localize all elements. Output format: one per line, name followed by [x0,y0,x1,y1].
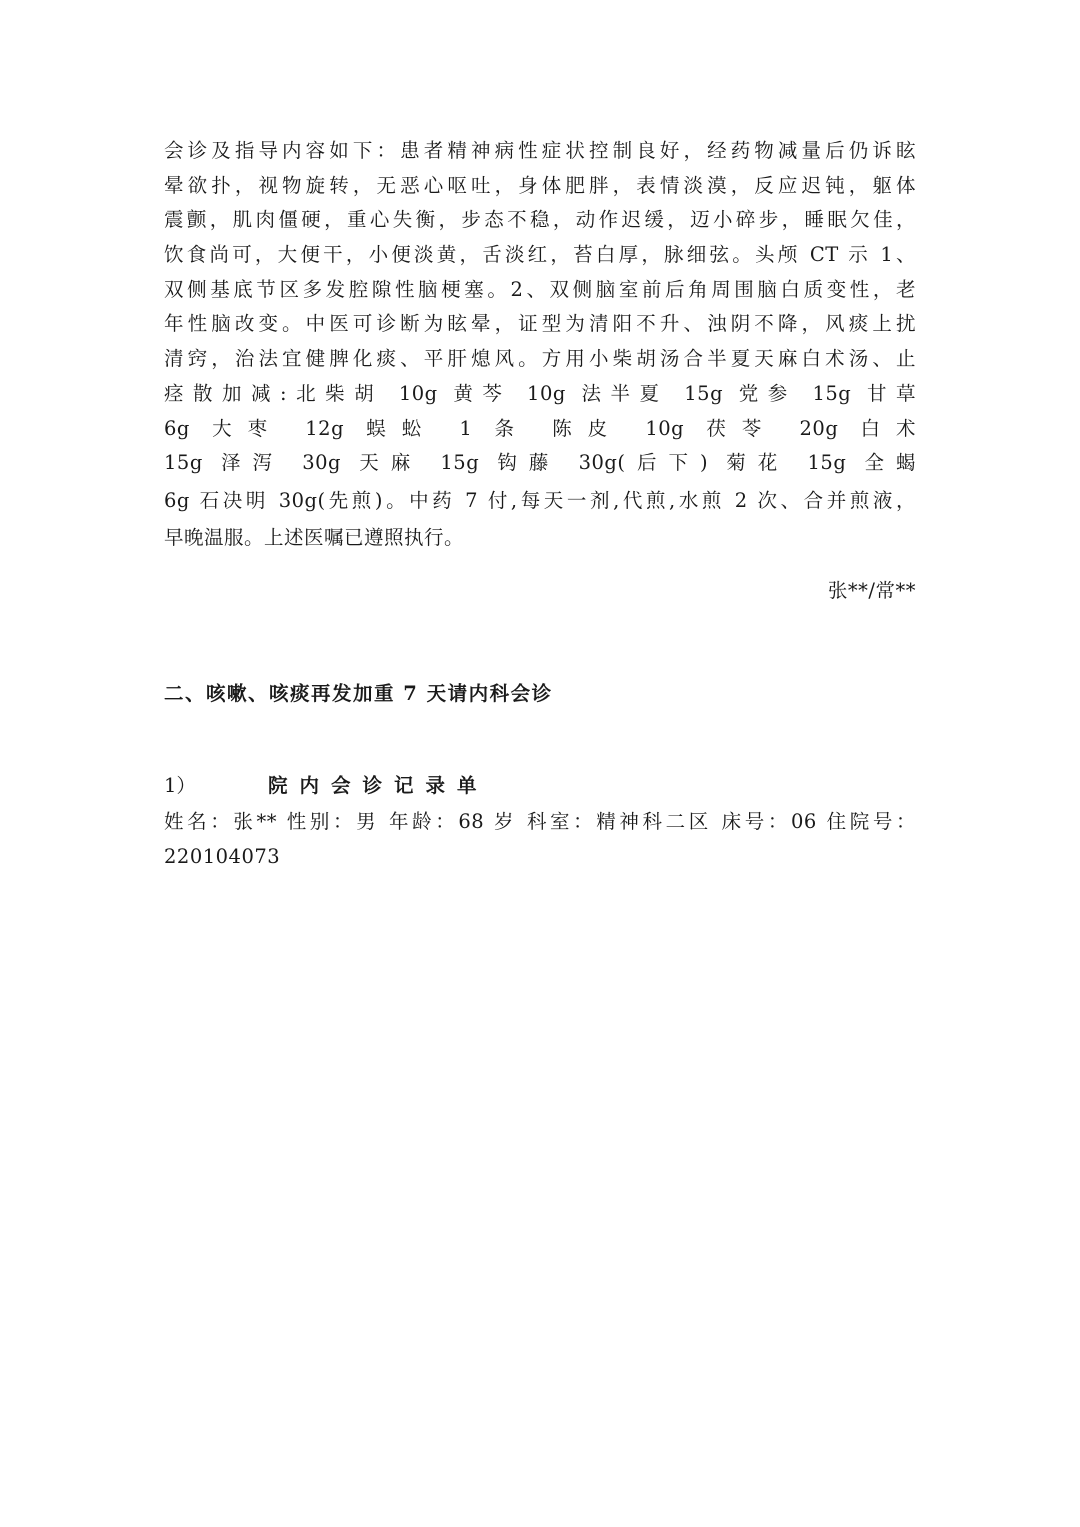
paragraph-line: 震颤，肌肉僵硬，重心失衡，步态不稳，动作迟缓，迈小碎步，睡眠欠佳， [164,208,916,232]
paragraph-line: 年性脑改变。中医可诊断为眩晕，证型为清阳不升、浊阴不降，风痰上扰 [164,312,916,336]
paragraph-line: 清窍，治法宜健脾化痰、平肝熄风。方用小柴胡汤合半夏天麻白术汤、止 [164,347,916,371]
section-heading: 二、咳嗽、咳痰再发加重 7 天请内科会诊 [164,682,553,705]
paragraph-line: 晕欲扑，视物旋转，无恶心呕吐，身体肥胖，表情淡漠，反应迟钝，躯体 [164,173,916,197]
paragraph-line: 饮食尚可，大便干，小便淡黄，舌淡红，苔白厚，脉细弦。头颅 CT 示 1、 [164,243,916,267]
form-title-row [164,772,489,800]
hospital-number: 220104073 [164,845,281,868]
paragraph-line: 会诊及指导内容如下：患者精神病性症状控制良好，经药物减量后仍诉眩 [164,139,916,162]
signature: 张**/常** [827,579,916,602]
form-title: 院内会诊记录单 [268,774,489,797]
paragraph-line: 6g 石决明 30g(先煎)。中药 7 付,每天一剂,代煎,水煎 2 次、合并煎液， [164,488,916,512]
paragraph-line: 痉散加减:北柴胡 10g 黄芩 10g 法半夏 15g 党参 15g 甘草 [164,381,916,405]
paragraph-line: 15g 泽泻 30g 天麻 15g 钩藤 30g(后下) 菊花 15g 全蝎 [164,451,916,475]
form-number: 1） [164,774,196,797]
consultation-paragraph [164,134,916,556]
paragraph-line: 早晚温服。上述医嘱已遵照执行。 [164,525,465,549]
patient-info-line: 姓名：张** 性别：男 年龄：68 岁 科室：精神科二区 床号：06 住院号： [164,810,916,833]
paragraph-line: 6g 大枣 12g 蜈蚣 1 条 陈皮 10g 茯苓 20g 白术 [164,416,916,440]
paragraph-line: 双侧基底节区多发腔隙性脑梗塞。2、双侧脑室前后角周围脑白质变性，老 [164,277,916,301]
